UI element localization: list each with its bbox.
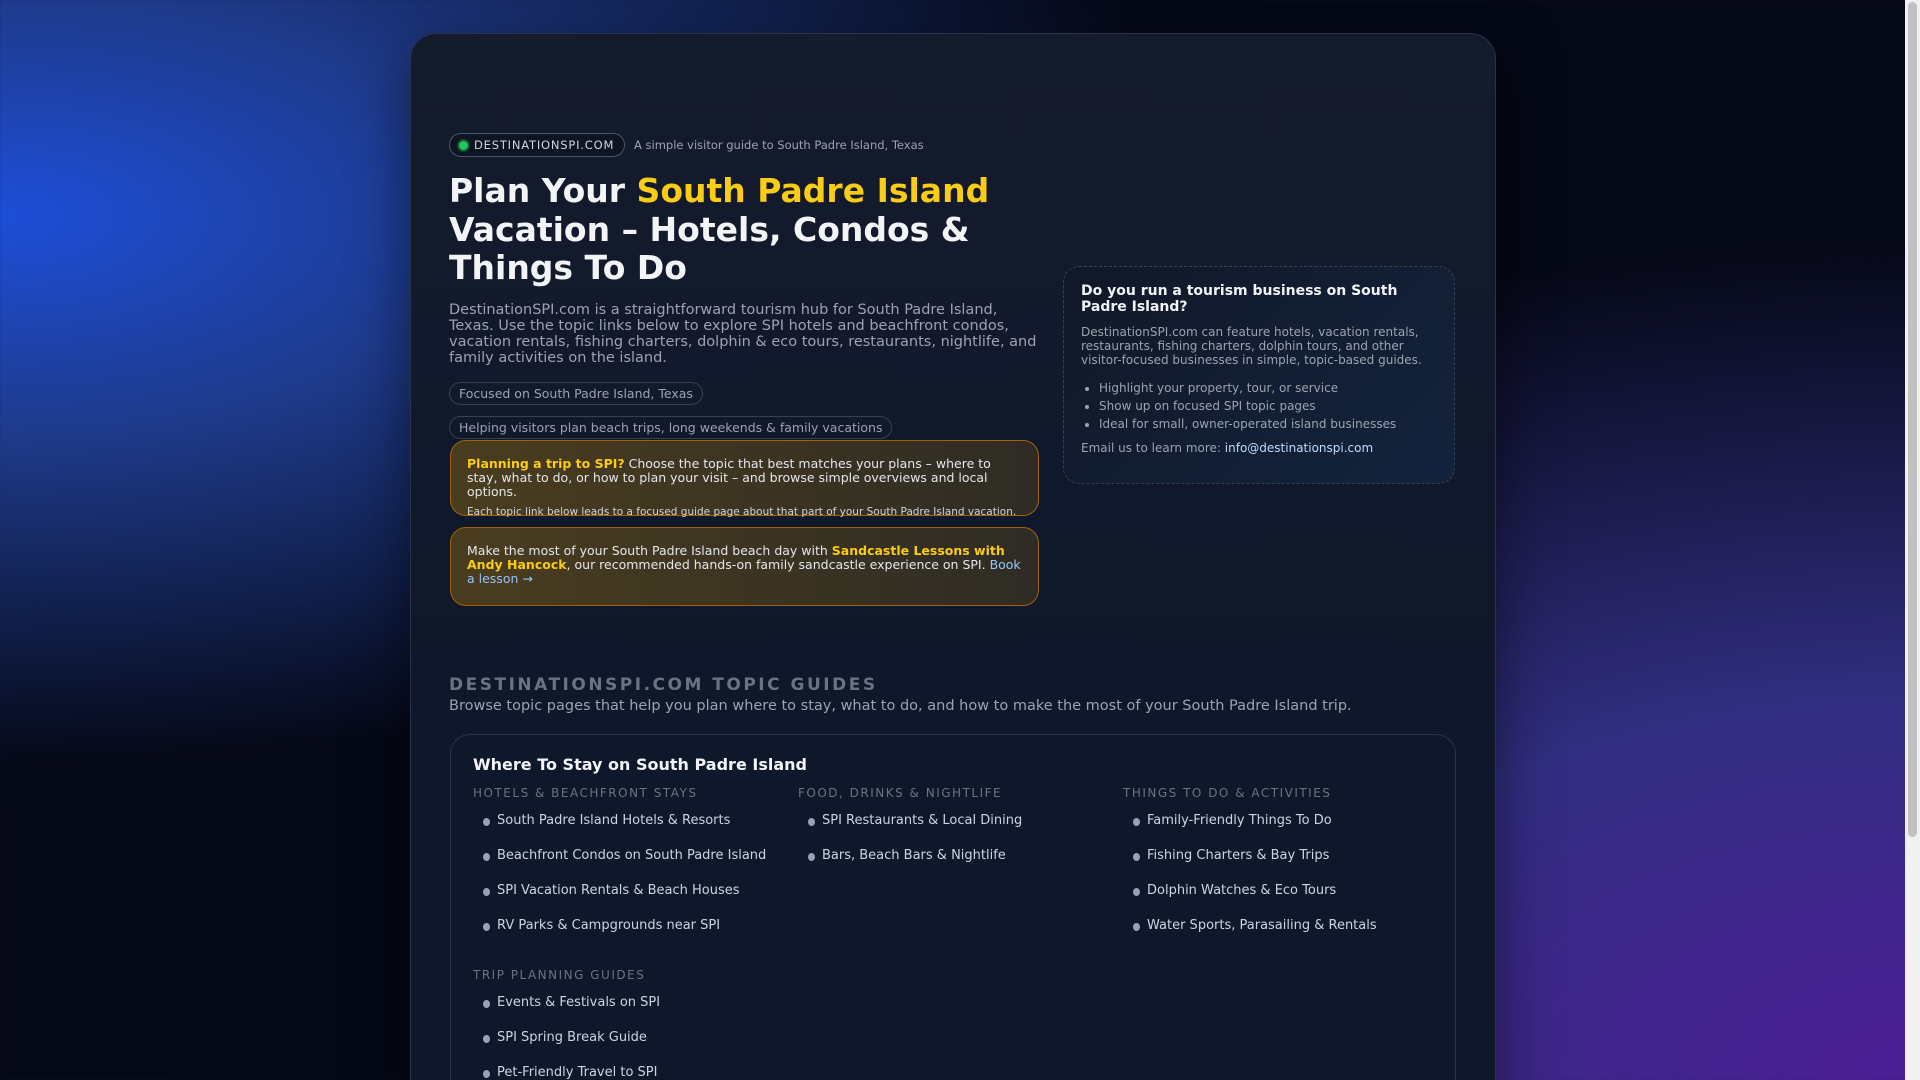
scrollbar[interactable] — [1905, 0, 1920, 1080]
business-bullet: • Show up on focused SPI topic pages — [1099, 397, 1437, 415]
business-box — [1063, 266, 1455, 484]
planning-lead: Planning a trip to SPI? — [467, 456, 625, 471]
column-trip-planning — [473, 968, 793, 1080]
column-title: THINGS TO DO & ACTIVITIES — [1123, 786, 1332, 800]
topic-link[interactable]: SPI Spring Break Guide — [473, 1030, 793, 1065]
topics-subtitle: Browse topic pages that help you plan where to stay, what to do, and how to make the most of your South Padre Island trip. — [449, 698, 1352, 714]
tag-focus: Focused on South Padre Island, Texas — [449, 382, 703, 405]
column-activities — [1123, 786, 1443, 953]
topic-link[interactable]: South Padre Island Hotels & Resorts — [473, 813, 793, 848]
intro-text: DestinationSPI.com is a straightforward tourism hub for South Padre Island, Texas. Use the topic links below to explore SPI hotels and beachfront condos, vacation rentals, fishing charters, dolphin & eco tours, restaurants, nightlife, and family activities on the island. — [449, 302, 1037, 366]
brand-name: DESTINATIONSPI.COM — [474, 138, 615, 152]
sandcastle-highlight: Sandcastle Lessons with Andy Hancock — [467, 543, 1005, 572]
title-highlight: South Padre Island — [636, 171, 990, 210]
column-hotels — [473, 786, 793, 953]
topic-link[interactable]: Pet-Friendly Travel to SPI — [473, 1065, 793, 1080]
page-title — [449, 172, 1009, 288]
column-title: TRIP PLANNING GUIDES — [473, 968, 646, 982]
business-title: Do you run a tourism business on South Padre Island? — [1081, 283, 1398, 315]
topic-link[interactable]: Fishing Charters & Bay Trips — [1123, 848, 1443, 883]
topic-link[interactable]: RV Parks & Campgrounds near SPI — [473, 918, 793, 953]
sandcastle-pre: Make the most of your South Padre Island beach day with — [467, 543, 832, 558]
status-dot-icon — [459, 141, 468, 150]
topic-link[interactable]: Beachfront Condos on South Padre Island — [473, 848, 793, 883]
topic-link[interactable]: Water Sports, Parasailing & Rentals — [1123, 918, 1443, 953]
scrollbar-thumb[interactable] — [1908, 2, 1917, 837]
business-text: DestinationSPI.com can feature hotels, vacation rentals, restaurants, fishing charters, dolphin tours, and other visitor-focused businesses in simple, topic-based guides. — [1081, 325, 1422, 367]
topic-link[interactable]: Events & Festivals on SPI — [473, 995, 793, 1030]
planning-note: Each topic link below leads to a focused guide page about that part of your South Padre Island vacation. — [467, 506, 1017, 518]
column-food — [798, 786, 1118, 883]
topic-link[interactable]: Bars, Beach Bars & Nightlife — [798, 848, 1118, 883]
sandcastle-post: , our recommended hands-on family sandcastle experience on SPI. — [566, 557, 990, 572]
business-bullet: • Ideal for small, owner-operated island businesses — [1099, 415, 1437, 433]
topic-link[interactable]: SPI Vacation Rentals & Beach Houses — [473, 883, 793, 918]
planning-callout — [450, 440, 1039, 516]
column-title: FOOD, DRINKS & NIGHTLIFE — [798, 786, 1003, 800]
email-label: Email us to learn more: — [1081, 441, 1225, 455]
tag-helping: Helping visitors plan beach trips, long weekends & family vacations — [449, 416, 892, 439]
topics-card-title: Where To Stay on South Padre Island — [473, 755, 807, 774]
planning-text: Choose the topic that best matches your plans – where to stay, what to do, or how to plan your visit – and browse simple overviews and local options. — [467, 456, 991, 499]
topics-heading: DESTINATIONSPI.COM TOPIC GUIDES — [449, 675, 878, 695]
business-bullets — [1099, 379, 1437, 433]
business-bullet: • Highlight your property, tour, or service — [1099, 379, 1437, 397]
title-pre: Plan Your — [449, 171, 637, 210]
book-lesson-link[interactable]: Book a lesson → — [467, 557, 1021, 586]
email-link[interactable]: info@destinationspi.com — [1224, 441, 1374, 455]
topic-link[interactable]: Dolphin Watches & Eco Tours — [1123, 883, 1443, 918]
sandcastle-callout — [450, 527, 1039, 606]
title-post: Vacation – Hotels, Condos & Things To Do — [449, 209, 970, 287]
brand-pill[interactable] — [449, 133, 625, 157]
topic-link[interactable]: Family-Friendly Things To Do — [1123, 813, 1443, 848]
topic-link[interactable]: SPI Restaurants & Local Dining — [798, 813, 1118, 848]
topics-card — [450, 734, 1456, 1080]
tagline: A simple visitor guide to South Padre Island, Texas — [634, 138, 924, 152]
column-title: HOTELS & BEACHFRONT STAYS — [473, 786, 698, 800]
